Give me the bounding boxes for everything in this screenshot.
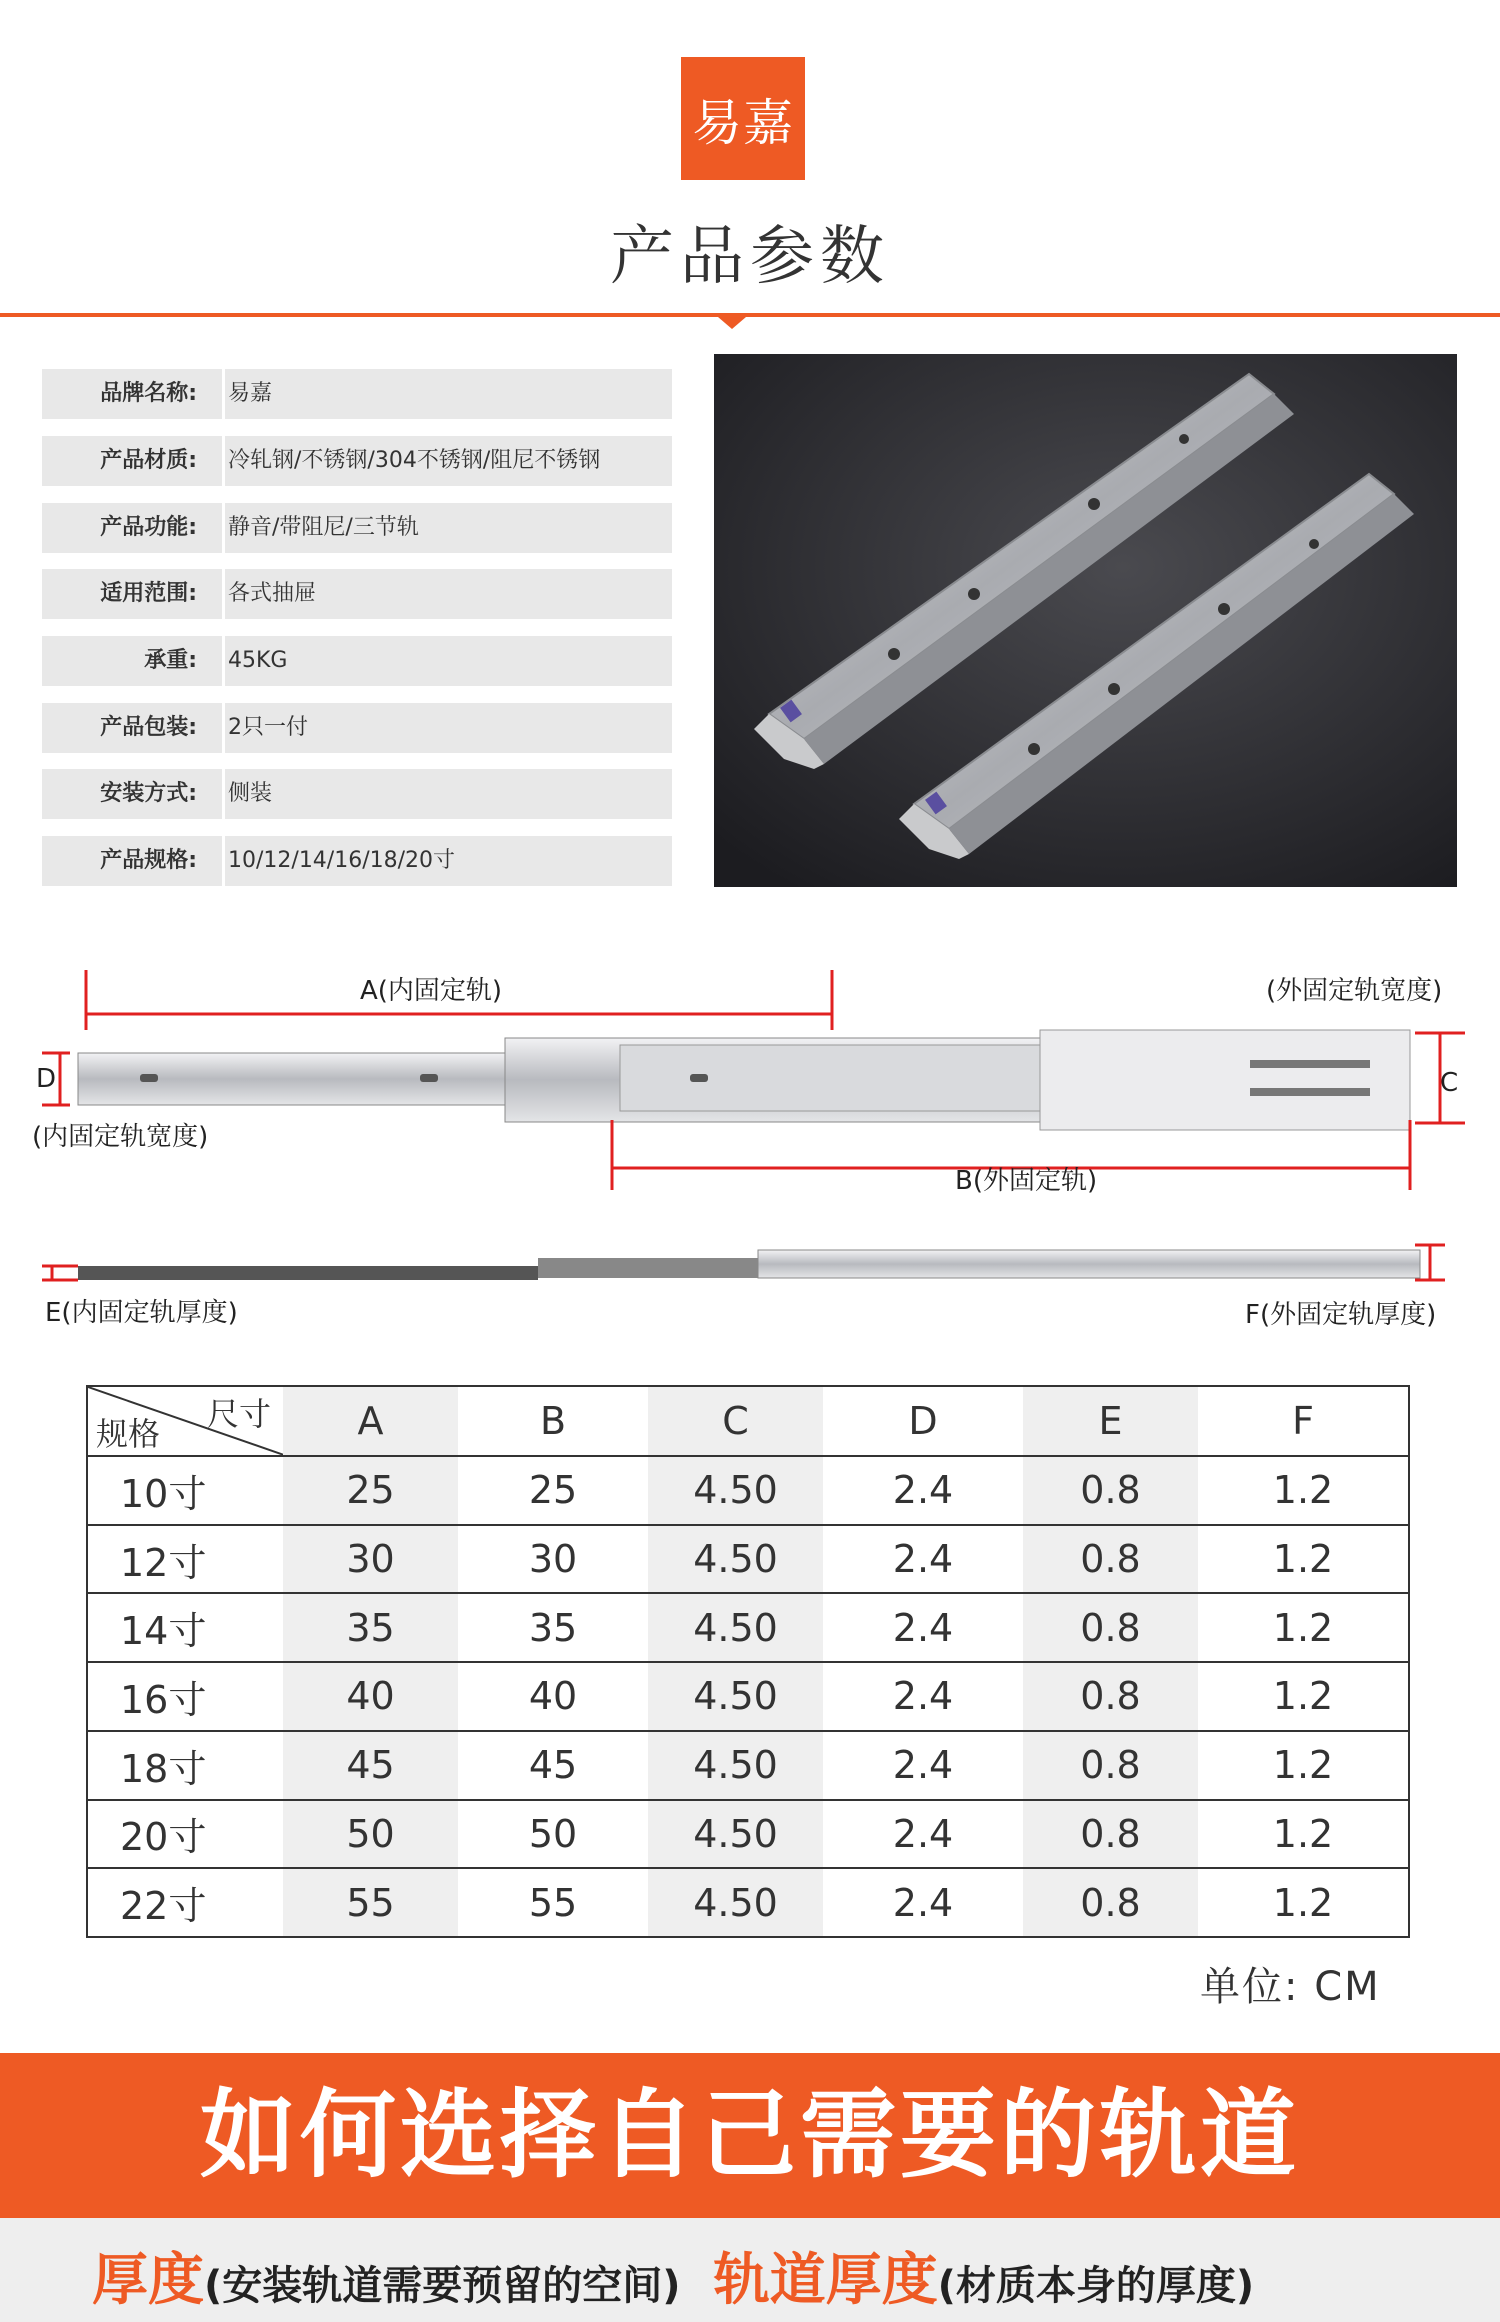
table-cell: 50	[283, 1800, 458, 1869]
corner-top-label: 尺寸	[206, 1395, 271, 1433]
table-cell: 35	[283, 1593, 458, 1662]
table-cell: 1.2	[1198, 1525, 1409, 1594]
table-cell: 4.50	[648, 1868, 823, 1937]
table-cell: 30	[458, 1525, 648, 1594]
table-cell: 4.50	[648, 1662, 823, 1731]
corner-bottom-label: 规格	[96, 1415, 161, 1453]
row-size: 12寸	[87, 1525, 283, 1594]
spec-separator	[222, 369, 225, 419]
table-cell: 1.2	[1198, 1456, 1409, 1525]
table-cell: 2.4	[823, 1868, 1023, 1937]
table-cell: 40	[283, 1662, 458, 1731]
spec-separator	[222, 503, 225, 553]
row-size: 18寸	[87, 1731, 283, 1800]
spec-separator	[222, 769, 225, 819]
table-cell: 55	[283, 1868, 458, 1937]
label-d: D	[36, 1064, 57, 1094]
spec-row-scope	[42, 569, 672, 619]
column-header: D	[823, 1386, 1023, 1456]
table-cell: 2.4	[823, 1800, 1023, 1869]
row-size: 20寸	[87, 1800, 283, 1869]
table-cell: 45	[283, 1731, 458, 1800]
table-cell: 2.4	[823, 1525, 1023, 1594]
label-d-desc: (内固定轨宽度)	[32, 1122, 209, 1152]
section-divider	[0, 313, 1500, 317]
brand-logo: 易嘉	[681, 57, 805, 180]
spec-row-size	[42, 836, 672, 886]
spec-row-install	[42, 769, 672, 819]
table-row	[87, 1525, 1409, 1594]
table-cell: 4.50	[648, 1525, 823, 1594]
column-header: A	[283, 1386, 458, 1456]
term-rail-thickness: 轨道厚度	[713, 2248, 938, 2313]
spec-label: 承重:	[144, 648, 197, 673]
spec-label: 适用范围:	[100, 581, 197, 606]
table-corner-cell	[87, 1386, 283, 1456]
spec-label: 安装方式:	[100, 781, 197, 806]
label-b: B(外固定轨)	[955, 1166, 1098, 1196]
table-cell: 0.8	[1023, 1662, 1198, 1731]
label-e: E(内固定轨厚度)	[45, 1298, 238, 1328]
spec-value: 各式抽屉	[228, 581, 317, 606]
spec-value: 易嘉	[228, 381, 273, 406]
spec-row-packaging	[42, 703, 672, 753]
spec-label: 品牌名称:	[100, 381, 197, 406]
table-cell: 45	[458, 1731, 648, 1800]
spec-separator	[222, 836, 225, 886]
spec-row-brand	[42, 369, 672, 419]
table-cell: 0.8	[1023, 1593, 1198, 1662]
table-row	[87, 1800, 1409, 1869]
table-cell: 2.4	[823, 1662, 1023, 1731]
spec-label: 产品包装:	[100, 715, 197, 740]
table-cell: 50	[458, 1800, 648, 1869]
table-cell: 2.4	[823, 1593, 1023, 1662]
table-cell: 1.2	[1198, 1868, 1409, 1937]
table-cell: 35	[458, 1593, 648, 1662]
column-header: C	[648, 1386, 823, 1456]
table-cell: 0.8	[1023, 1800, 1198, 1869]
label-f: F(外固定轨厚度)	[1245, 1300, 1437, 1330]
table-row	[87, 1868, 1409, 1937]
spec-row-load	[42, 636, 672, 686]
table-cell: 4.50	[648, 1593, 823, 1662]
note-rail-thickness: (材质本身的厚度)	[937, 2263, 1255, 2309]
spec-separator	[222, 703, 225, 753]
size-table	[86, 1385, 1410, 1938]
divider-notch-icon	[718, 317, 746, 329]
row-size: 10寸	[87, 1456, 283, 1525]
row-size: 14寸	[87, 1593, 283, 1662]
column-header: E	[1023, 1386, 1198, 1456]
rail-side-view	[78, 1250, 1420, 1280]
table-cell: 0.8	[1023, 1456, 1198, 1525]
spec-separator	[222, 636, 225, 686]
spec-separator	[222, 436, 225, 486]
dimension-diagram	[0, 960, 1500, 1340]
table-cell: 2.4	[823, 1731, 1023, 1800]
term-thickness: 厚度	[92, 2248, 204, 2313]
table-cell: 4.50	[648, 1456, 823, 1525]
rail-top-view	[78, 1030, 1410, 1130]
spec-value: 侧装	[228, 781, 273, 806]
unit-note: 单位: CM	[1200, 1964, 1381, 2010]
table-cell: 4.50	[648, 1800, 823, 1869]
spec-separator	[222, 569, 225, 619]
table-cell: 1.2	[1198, 1593, 1409, 1662]
label-a: A(内固定轨)	[360, 976, 503, 1006]
section-title: 产品参数	[610, 220, 890, 294]
label-c-desc: (外固定轨宽度)	[1266, 976, 1443, 1006]
table-row	[87, 1456, 1409, 1525]
section-banner: 如何选择自己需要的轨道	[0, 2053, 1500, 2218]
table-cell: 0.8	[1023, 1868, 1198, 1937]
table-cell: 0.8	[1023, 1525, 1198, 1594]
table-cell: 1.2	[1198, 1731, 1409, 1800]
table-cell: 0.8	[1023, 1731, 1198, 1800]
table-row	[87, 1731, 1409, 1800]
bottom-line	[92, 2236, 1254, 2316]
spec-label: 产品功能:	[100, 515, 197, 540]
label-c: C	[1440, 1068, 1459, 1098]
note-thickness: (安装轨道需要预留的空间)	[204, 2263, 681, 2309]
product-photo	[714, 354, 1457, 887]
row-size: 16寸	[87, 1662, 283, 1731]
spec-value: 2只一付	[228, 715, 308, 740]
table-cell: 2.4	[823, 1456, 1023, 1525]
table-cell: 25	[458, 1456, 648, 1525]
table-cell: 55	[458, 1868, 648, 1937]
table-cell: 1.2	[1198, 1662, 1409, 1731]
spec-label: 产品材质:	[100, 448, 197, 473]
column-header: B	[458, 1386, 648, 1456]
table-cell: 30	[283, 1525, 458, 1594]
spec-row-material	[42, 436, 672, 486]
spec-value: 静音/带阻尼/三节轨	[228, 515, 419, 540]
table-row	[87, 1662, 1409, 1731]
spec-value: 45KG	[228, 648, 288, 673]
table-cell: 40	[458, 1662, 648, 1731]
spec-value: 冷轧钢/不锈钢/304不锈钢/阻尼不锈钢	[228, 448, 601, 473]
spec-label: 产品规格:	[100, 848, 197, 873]
table-header-row	[87, 1386, 1409, 1456]
table-cell: 25	[283, 1456, 458, 1525]
row-size: 22寸	[87, 1868, 283, 1937]
bottom-strip	[0, 2218, 1500, 2322]
spec-row-function	[42, 503, 672, 553]
table-cell: 1.2	[1198, 1800, 1409, 1869]
table-row	[87, 1593, 1409, 1662]
column-header: F	[1198, 1386, 1409, 1456]
spec-value: 10/12/14/16/18/20寸	[228, 848, 456, 873]
table-cell: 4.50	[648, 1731, 823, 1800]
